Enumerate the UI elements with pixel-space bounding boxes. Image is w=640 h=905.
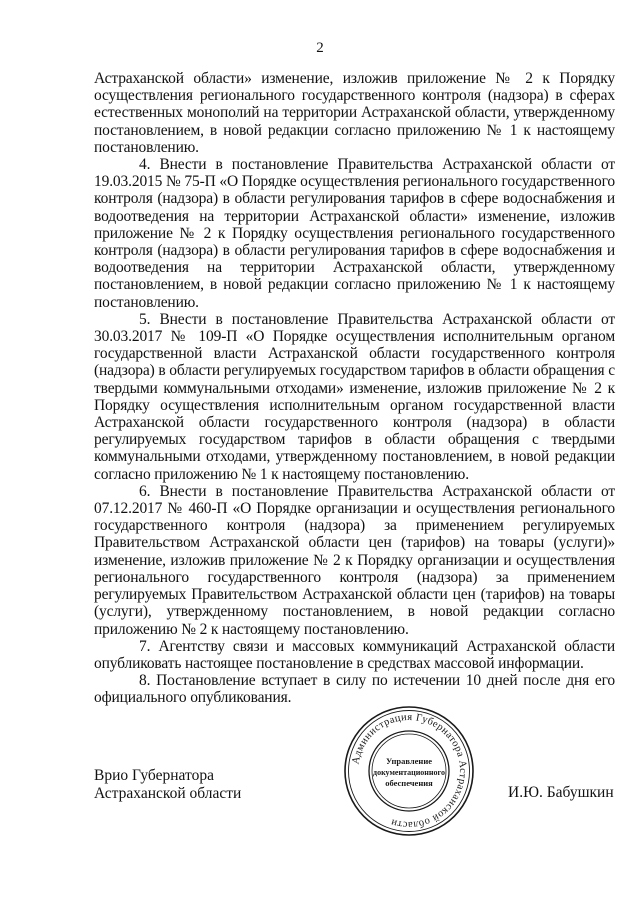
official-stamp [342, 704, 476, 838]
paragraph-5: 5. Внести в постановление Правительства Астраханской области от 30.03.2017 № 109-П «О Порядке осуществления исполнительным органом государственной власти Астраханской области государственного контроля (надзора) в области регулируемых государством тарифов в области обращения с твердыми коммунальными отходами» изменение, изложив приложение № 2 к Порядку осуществления исполнительным органом государственной власти Астраханской области государственного контроля (надзора) в области регулируемых государством тарифов в области обращения с твердыми коммунальными отходами, утвержденному постановлением, в новой редакции согласно приложению № 1 к настоящему постановлению. [94, 310, 615, 483]
signer-title [94, 767, 241, 803]
signer-title-line1: Врио Губернатора [94, 767, 214, 784]
paragraph-4: 4. Внести в постановление Правительства Астраханской области от 19.03.2015 № 75-П «О Порядке осуществления регионального государственного контроля (надзора) в области регулирования тарифов в сфере водоснабжения и водоотведения на территории Астраханской области» изменение, изложив приложение № 2 к Порядку осуществления регионального государственного контроля (надзора) в области регулирования тарифов в сфере водоснабжения и водоотведения на территории Астраханской области, утвержденному постановлением, в новой редакции согласно приложению № 1 к настоящему постановлению. [94, 156, 615, 311]
paragraph-8: 8. Постановление вступает в силу по истечении 10 дней после дня его официального опубликования. [94, 672, 615, 707]
stamp-center-line3: обеспечения [385, 778, 433, 788]
paragraph-7: 7. Агентству связи и массовых коммуникаций Астраханской области опубликовать настоящее постановление в средствах массовой информации. [94, 637, 615, 672]
document-body [94, 70, 615, 707]
page-number: 2 [316, 40, 324, 56]
stamp-center-line2: документационного [373, 768, 445, 777]
signer-title-line2: Астраханской области [94, 785, 242, 802]
stamp-ring-text: Администрация Губернатора Астраханской области [350, 711, 469, 831]
signer-name: И.Ю. Бабушкин [508, 784, 614, 801]
paragraph-6: 6. Внести в постановление Правительства Астраханской области от 07.12.2017 № 460-П «О Порядке организации и осуществления регионального государственного контроля (надзора) за применением регулируемых Правительством Астраханской области цен (тарифов) на товары (услуги)» изменение, изложив приложение № 2 к Порядку организации и осуществления регионального государственного контроля (надзора) за применением регулируемых Правительством Астраханской области цен (тарифов) на товары (услуги), утвержденному постановлением, в новой редакции согласно приложению № 2 к настоящему постановлению. [94, 482, 615, 638]
paragraph-3-continuation: Астраханской области» изменение, изложив приложение № 2 к Порядку осуществления регионального государственного контроля (надзора) в сферах естественных монополий на территории Астраханской области, утвержденному постановлением, в новой редакции согласно приложению № 1 к настоящему постановлению. [94, 70, 615, 156]
stamp-center-line1: Управление [385, 756, 433, 766]
